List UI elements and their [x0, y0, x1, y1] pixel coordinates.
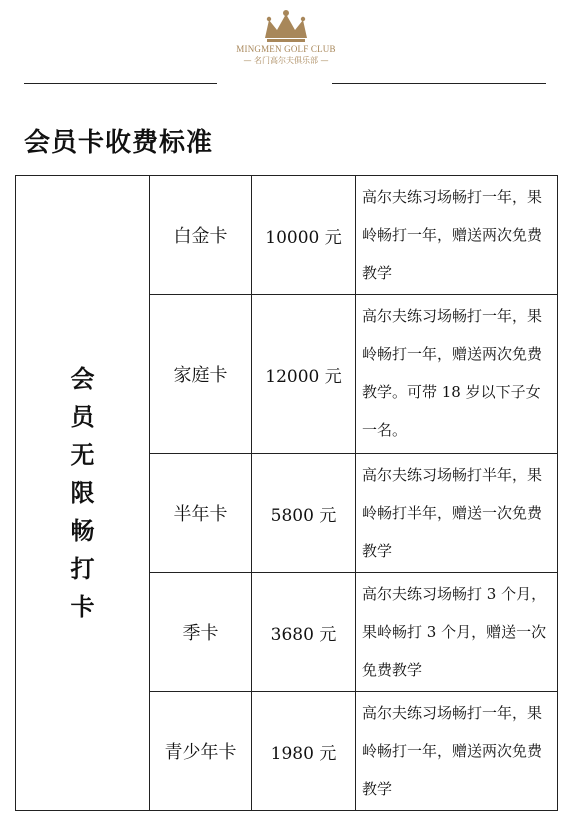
crown-icon — [259, 8, 313, 46]
card-name: 白金卡 — [150, 176, 252, 295]
club-name-cn: — 名门高尔夫俱乐部 — — [243, 56, 329, 65]
club-name-en: MINGMEN GOLF CLUB — [236, 44, 336, 54]
card-price: 3680 元 — [252, 573, 356, 692]
card-price: 10000 元 — [252, 176, 356, 295]
divider-left — [24, 83, 217, 84]
card-description: 高尔夫练习场畅打一年，果岭畅打一年，赠送两次免费教学。可带 18 岁以下子女一名。 — [356, 295, 558, 454]
divider-right — [332, 83, 546, 84]
page-title: 会员卡收费标准 — [24, 128, 214, 158]
card-name: 季卡 — [150, 573, 252, 692]
card-price: 1980 元 — [252, 692, 356, 811]
table-row — [16, 176, 558, 295]
card-price: 5800 元 — [252, 454, 356, 573]
card-description: 高尔夫练习场畅打半年，果岭畅打半年，赠送一次免费教学 — [356, 454, 558, 573]
card-name: 青少年卡 — [150, 692, 252, 811]
card-name: 半年卡 — [150, 454, 252, 573]
category-cell — [16, 176, 150, 811]
card-description: 高尔夫练习场畅打一年，果岭畅打一年，赠送两次免费教学 — [356, 176, 558, 295]
card-price: 12000 元 — [252, 295, 356, 454]
card-description: 高尔夫练习场畅打一年，果岭畅打一年，赠送两次免费教学 — [356, 692, 558, 811]
fee-table — [15, 175, 558, 811]
club-logo — [0, 8, 572, 66]
category-label: 会员无限畅打卡 — [70, 365, 95, 621]
card-name: 家庭卡 — [150, 295, 252, 454]
card-description: 高尔夫练习场畅打 3 个月，果岭畅打 3 个月，赠送一次免费教学 — [356, 573, 558, 692]
